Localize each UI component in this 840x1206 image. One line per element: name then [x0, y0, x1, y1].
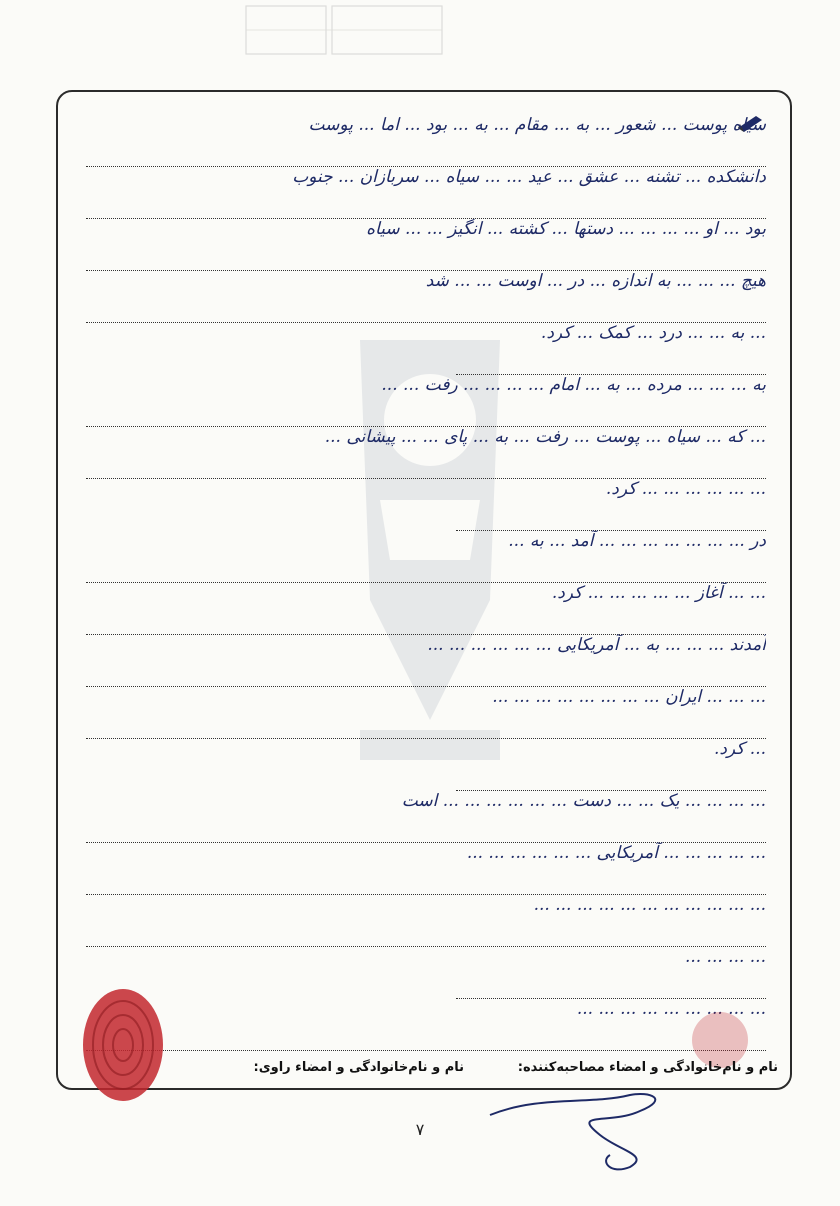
handwriting-line: آمدند ... ... ... به ... آمریکایی ... ... ... ... ... ... — [86, 630, 766, 687]
handwriting-line: ... ... ... ... ... ... ... ... ... ... ... — [86, 890, 766, 947]
handwriting-line: ... ... آغاز ... ... ... ... ... کرد. — [86, 578, 766, 635]
handwriting-line: ... ... ... ... ... ... ... ... ... — [86, 994, 766, 1051]
handwriting-line: ... به ... ... درد ... کمک ... کرد. — [456, 318, 766, 375]
handwriting-line: به ... ... ... مرده ... به ... امام ... ... ... ... رفت ... ... — [86, 370, 766, 427]
handwriting-line: دانشکده ... تشنه ... عشق ... عید ... ... سیاه ... سربازان ... جنوب — [86, 162, 766, 219]
handwriting-line: ... ... ... ... یک ... ... دست ... ... ... ... ... ... است — [86, 786, 766, 843]
handwriting-line: ... ... ... ... ... آمریکایی ... ... ... ... ... ... — [86, 838, 766, 895]
handwriting-line: ... کرد. — [456, 734, 766, 791]
narrator-signature-label: نام و نام‌خانوادگی و امضاء راوی: — [253, 1060, 464, 1075]
handwriting-area — [76, 100, 776, 1030]
interviewer-signature-label: نام و نام‌خانوادگی و امضاء مصاحبه‌کننده: — [517, 1060, 778, 1075]
handwriting-line: هیچ ... ... ... به اندازه ... در ... اوست ... ... شد — [86, 266, 766, 323]
handwriting-line: سیاه پوست ... شعور ... به ... مقام ... به ... بود ... اما ... پوست — [86, 110, 766, 167]
thumbprint — [78, 985, 168, 1105]
signature-labels — [64, 1060, 784, 1082]
faint-header-stamp — [240, 0, 450, 62]
handwriting-line: ... ... ... ایران ... ... ... ... ... ... ... ... — [86, 682, 766, 739]
page-number: ۷ — [415, 1120, 425, 1139]
handwriting-line: ... ... ... ... ... ... کرد. — [456, 474, 766, 531]
handwriting-line: در ... ... ... ... ... ... ... آمد ... به ... — [86, 526, 766, 583]
handwriting-line: ... که ... سیاه ... پوست ... رفت ... به ... پای ... ... پیشانی ... — [86, 422, 766, 479]
handwriting-line: بود ... او ... ... ... ... دستها ... کشته ... انگیز ... ... سیاه — [86, 214, 766, 271]
handwriting-line: ... ... ... ... — [456, 942, 766, 999]
